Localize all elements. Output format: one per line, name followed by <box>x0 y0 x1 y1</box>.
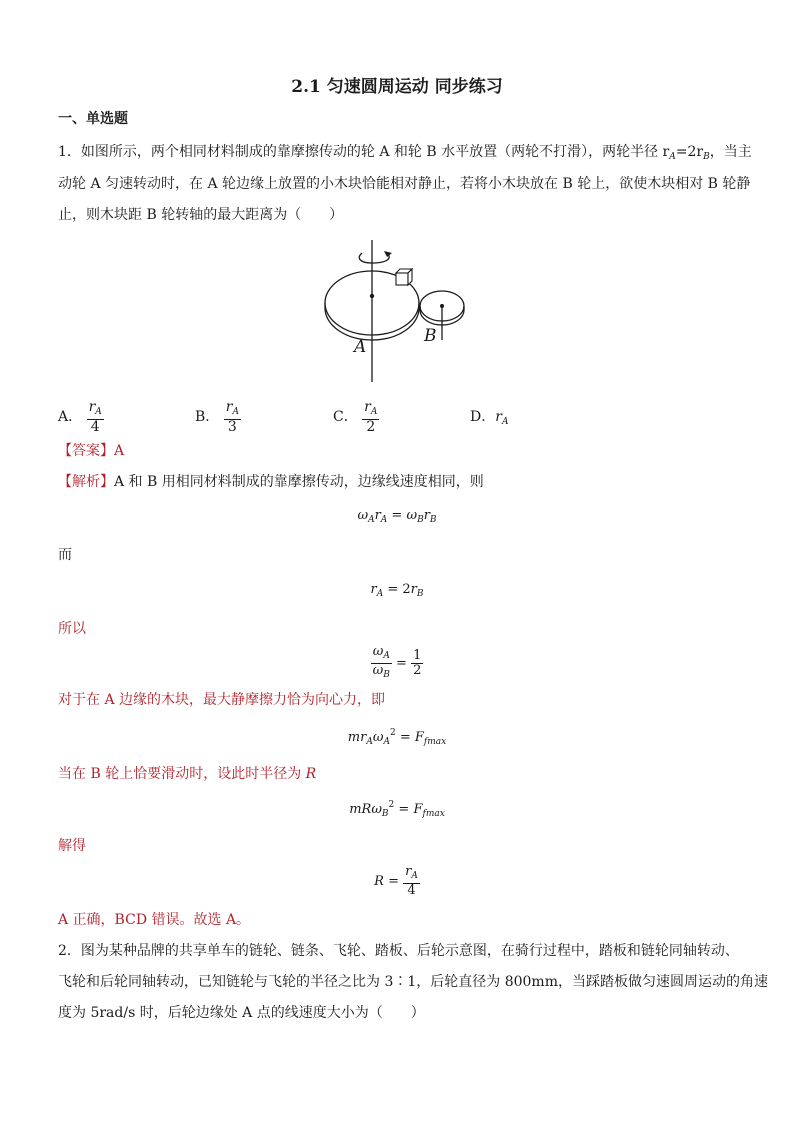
equation-4: $mr_A\omega_A^2 = F_{fmax}$ <box>347 728 447 747</box>
equation-2: $r_A = 2r_B$ <box>370 582 424 599</box>
section-heading: 一、单选题 <box>58 111 128 127</box>
page-title: 2.1 匀速圆周运动 同步练习 <box>291 77 503 97</box>
answer-line: 【答案】A <box>58 443 125 459</box>
equation-3: $\frac{\omega_A}{\omega_B}$ = $\frac{1}{2}$ <box>372 644 422 680</box>
label-wheel-b: B <box>424 326 437 346</box>
option-b[interactable]: B． $\frac{r_A}{3}$ <box>195 399 239 435</box>
q1-line-3: 止，则木块距 B 轮转轴的最大距离为（ ） <box>58 207 344 223</box>
q2-line-1: 2．图为某种品牌的共享单车的链轮、链条、飞轮、踏板、后轮示意图，在骑行过程中，踏板和链轮同轴转动、 <box>58 943 739 959</box>
word-suoyi: 所以 <box>58 621 86 637</box>
label-wheel-a: A <box>354 337 367 357</box>
q2-line-2: 飞轮和后轮同轴转动，已知链轮与飞轮的半径之比为 3∶1，后轮直径为 800mm，当踩踏板做匀速圆周运动的角速 <box>58 974 768 990</box>
word-jiede: 解得 <box>58 838 86 854</box>
equation-1: $\omega_Ar_A = \omega_Br_B$ <box>357 508 437 525</box>
equation-5: $mR\omega_B^2 = F_{fmax}$ <box>349 800 445 819</box>
conclusion: A 正确，BCD 错误。故选 A。 <box>58 912 251 928</box>
option-a[interactable]: A． $\frac{r_A}{4}$ <box>58 399 102 435</box>
word-er: 而 <box>58 547 72 563</box>
equation-6: R = $\frac{r_A}{4}$ <box>374 864 418 898</box>
analysis-line: 【解析】A 和 B 用相同材料制成的靠摩擦传动，边缘线速度相同，则 <box>58 474 484 490</box>
slide-text: 当在 B 轮上恰要滑动时，设此时半径为 R <box>58 766 317 782</box>
q1-line-2: 动轮 A 匀速转动时，在 A 轮边缘上放置的小木块恰能相对静止，若将小木块放在 B 轮上，欲使木块相对 B 轮静 <box>58 176 751 192</box>
option-d[interactable]: D．$r_A$ <box>470 409 509 427</box>
rotation-arrow <box>359 253 389 263</box>
q2-line-3: 度为 5rad/s 时，后轮边缘处 A 点的线速度大小为（ ） <box>58 1005 425 1021</box>
friction-wheels-figure <box>320 240 480 385</box>
static-friction-text: 对于在 A 边缘的木块，最大静摩擦力恰为向心力，即 <box>58 692 386 708</box>
option-c[interactable]: C． $\frac{r_A}{2}$ <box>333 399 378 435</box>
q1-line-1: 1．如图所示，两个相同材料制成的靠摩擦传动的轮 A 和轮 B 水平放置（两轮不打滑），两轮半径 $r_A=2r_B$，当主 <box>58 144 752 162</box>
